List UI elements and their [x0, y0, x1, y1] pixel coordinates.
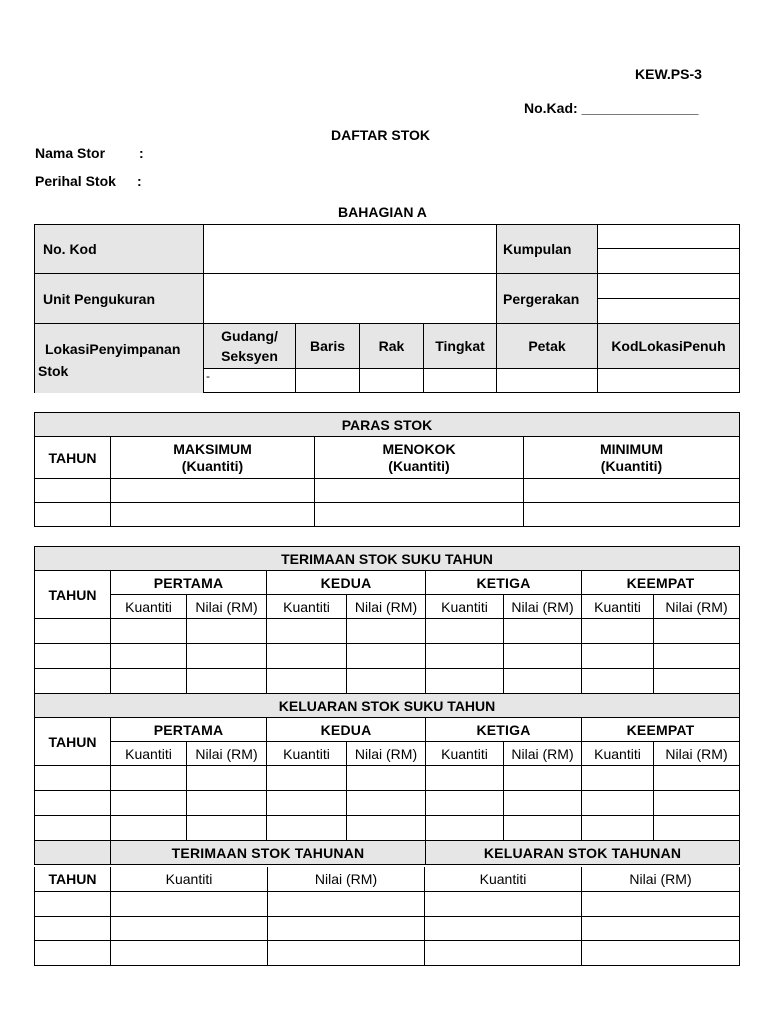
- cell[interactable]: [582, 940, 740, 965]
- issue-q2: KEDUA: [267, 718, 426, 742]
- cell[interactable]: [654, 816, 740, 841]
- table-row: [35, 816, 740, 841]
- col-reorder: [315, 437, 524, 479]
- cell[interactable]: [315, 479, 524, 503]
- col-minimum-label: MINIMUM: [600, 440, 663, 457]
- col-maximum: [111, 437, 315, 479]
- stock-level-title: PARAS STOK: [35, 413, 740, 437]
- table-row: [35, 503, 740, 527]
- receipt-q4-value: Nilai (RM): [654, 595, 740, 619]
- cell[interactable]: [582, 791, 654, 816]
- receipt-q1-value: Nilai (RM): [187, 595, 267, 619]
- cell[interactable]: [426, 791, 504, 816]
- compartment-value[interactable]: [497, 369, 598, 393]
- issue-q4: KEEMPAT: [582, 718, 740, 742]
- table-row: [35, 644, 740, 669]
- cell[interactable]: [654, 619, 740, 644]
- cell[interactable]: [347, 644, 426, 669]
- cell[interactable]: [582, 619, 654, 644]
- form-code: KEW.PS-3: [635, 66, 702, 82]
- cell[interactable]: [111, 916, 268, 940]
- col-compartment: Petak: [497, 324, 598, 369]
- warehouse-value[interactable]: -: [204, 369, 296, 393]
- movement-label: Pergerakan: [497, 274, 598, 324]
- annual-issue-title: KELUARAN STOK TAHUNAN: [426, 841, 740, 865]
- receipt-q3-qty: Kuantiti: [426, 595, 504, 619]
- table-row: [35, 891, 740, 916]
- cell[interactable]: [268, 916, 425, 940]
- cell[interactable]: [111, 644, 187, 669]
- issue-q4-qty: Kuantiti: [582, 742, 654, 766]
- row-value[interactable]: [296, 369, 360, 393]
- quarterly-receipt-year: TAHUN: [35, 571, 111, 619]
- rack-value[interactable]: [360, 369, 424, 393]
- stock-subject-label: Perihal Stok: [35, 173, 116, 189]
- cell[interactable]: [111, 479, 315, 503]
- issue-q4-value: Nilai (RM): [654, 742, 740, 766]
- cell[interactable]: [268, 891, 425, 916]
- cell[interactable]: [187, 766, 267, 791]
- cell[interactable]: [347, 669, 426, 694]
- cell[interactable]: [347, 619, 426, 644]
- cell[interactable]: [347, 816, 426, 841]
- card-number: [524, 100, 698, 116]
- cell[interactable]: [425, 940, 582, 965]
- cell[interactable]: [187, 619, 267, 644]
- annual-receipt-title: TERIMAAN STOK TAHUNAN: [111, 841, 426, 865]
- col-rack: Rak: [360, 324, 424, 369]
- cell[interactable]: [426, 644, 504, 669]
- card-number-label: No.Kad:: [524, 100, 578, 116]
- cell[interactable]: [654, 791, 740, 816]
- receipt-q1: PERTAMA: [111, 571, 267, 595]
- movement-field-2[interactable]: [598, 299, 740, 324]
- issue-q1: PERTAMA: [111, 718, 267, 742]
- cell[interactable]: [524, 503, 740, 527]
- cell[interactable]: [35, 644, 111, 669]
- annual-receipt-qty: Kuantiti: [111, 867, 268, 891]
- receipt-q4-qty: Kuantiti: [582, 595, 654, 619]
- cell[interactable]: [267, 644, 347, 669]
- col-warehouse: [204, 324, 296, 369]
- col-level: Tingkat: [424, 324, 497, 369]
- cell[interactable]: [504, 766, 582, 791]
- issue-q2-value: Nilai (RM): [347, 742, 426, 766]
- col-warehouse-line1: Gudang/: [221, 328, 278, 344]
- cell[interactable]: [582, 816, 654, 841]
- cell[interactable]: [187, 791, 267, 816]
- code-label: No. Kod: [35, 225, 204, 274]
- stock-level-table: [34, 412, 740, 527]
- receipt-q2-value: Nilai (RM): [347, 595, 426, 619]
- cell[interactable]: [187, 816, 267, 841]
- receipt-q3: KETIGA: [426, 571, 582, 595]
- cell[interactable]: [267, 816, 347, 841]
- location-label: [35, 324, 204, 393]
- cell[interactable]: [35, 503, 111, 527]
- issue-q3-qty: Kuantiti: [426, 742, 504, 766]
- annual-receipt-value: Nilai (RM): [268, 867, 425, 891]
- issue-q1-value: Nilai (RM): [187, 742, 267, 766]
- annual-issue-qty: Kuantiti: [425, 867, 582, 891]
- annual-blank-header: [35, 841, 111, 865]
- cell[interactable]: [347, 791, 426, 816]
- movement-field-1[interactable]: [598, 274, 740, 299]
- cell[interactable]: [582, 891, 740, 916]
- unit-field[interactable]: [204, 274, 497, 324]
- cell[interactable]: [35, 479, 111, 503]
- section-a-title: BAHAGIAN A: [338, 204, 427, 220]
- cell[interactable]: [35, 619, 111, 644]
- table-row: [35, 916, 740, 940]
- cell[interactable]: [504, 816, 582, 841]
- location-label-line1: LokasiPenyimpanan: [45, 341, 181, 357]
- col-full-code: KodLokasiPenuh: [598, 324, 740, 369]
- annual-issue-value: Nilai (RM): [582, 867, 740, 891]
- group-field-2[interactable]: [598, 249, 740, 274]
- cell[interactable]: [35, 816, 111, 841]
- issue-q1-qty: Kuantiti: [111, 742, 187, 766]
- table-row: [35, 669, 740, 694]
- table-row: [35, 940, 740, 965]
- quarterly-receipt-title: TERIMAAN STOK SUKU TAHUN: [35, 547, 740, 571]
- cell[interactable]: [347, 766, 426, 791]
- col-maximum-label: MAKSIMUM: [173, 440, 252, 457]
- cell[interactable]: [111, 766, 187, 791]
- col-reorder-note: (Kuantiti): [388, 457, 450, 474]
- receipt-q2-qty: Kuantiti: [267, 595, 347, 619]
- cell[interactable]: [267, 766, 347, 791]
- group-field-1[interactable]: [598, 225, 740, 249]
- issue-q3-value: Nilai (RM): [504, 742, 582, 766]
- table-row: [35, 479, 740, 503]
- quarterly-issue-title: KELUARAN STOK SUKU TAHUN: [35, 694, 740, 718]
- quarterly-issue-year: TAHUN: [35, 718, 111, 766]
- cell[interactable]: [504, 644, 582, 669]
- cell[interactable]: [582, 669, 654, 694]
- cell[interactable]: [426, 619, 504, 644]
- cell[interactable]: [111, 940, 268, 965]
- code-field[interactable]: [204, 225, 497, 274]
- col-row: Baris: [296, 324, 360, 369]
- cell[interactable]: [654, 766, 740, 791]
- annual-table: [34, 867, 740, 966]
- page-title: DAFTAR STOK: [331, 127, 431, 143]
- quarterly-annual-table: [34, 546, 740, 865]
- col-warehouse-line2: Seksyen: [221, 348, 278, 364]
- store-name-label: Nama Stor: [35, 145, 106, 161]
- cell[interactable]: [111, 619, 187, 644]
- receipt-q4: KEEMPAT: [582, 571, 740, 595]
- unit-label: Unit Pengukuran: [35, 274, 204, 324]
- issue-q2-qty: Kuantiti: [267, 742, 347, 766]
- level-value[interactable]: [424, 369, 497, 393]
- cell[interactable]: [268, 940, 425, 965]
- cell[interactable]: [425, 916, 582, 940]
- col-maximum-note: (Kuantiti): [181, 457, 244, 474]
- annual-year: TAHUN: [35, 867, 111, 891]
- cell[interactable]: [267, 669, 347, 694]
- cell[interactable]: [654, 669, 740, 694]
- group-label: Kumpulan: [497, 225, 598, 274]
- stock-level-year: TAHUN: [35, 437, 111, 479]
- receipt-q2: KEDUA: [267, 571, 426, 595]
- cell[interactable]: [426, 816, 504, 841]
- receipt-q3-value: Nilai (RM): [504, 595, 582, 619]
- cell[interactable]: [654, 644, 740, 669]
- col-reorder-label: MENOKOK: [382, 440, 456, 457]
- cell[interactable]: [187, 644, 267, 669]
- full-code-value[interactable]: [598, 369, 740, 393]
- cell[interactable]: [111, 503, 315, 527]
- cell[interactable]: [35, 916, 111, 940]
- table-row: [35, 791, 740, 816]
- table-row: [35, 619, 740, 644]
- cell[interactable]: [426, 669, 504, 694]
- cell[interactable]: [35, 791, 111, 816]
- issue-q3: KETIGA: [426, 718, 582, 742]
- cell[interactable]: [111, 816, 187, 841]
- cell[interactable]: [35, 766, 111, 791]
- cell[interactable]: [111, 791, 187, 816]
- cell[interactable]: [504, 669, 582, 694]
- cell[interactable]: [315, 503, 524, 527]
- cell[interactable]: [35, 940, 111, 965]
- receipt-q1-qty: Kuantiti: [111, 595, 187, 619]
- col-minimum: [524, 437, 740, 479]
- cell[interactable]: [582, 916, 740, 940]
- table-row: [35, 766, 740, 791]
- section-a-table: [34, 224, 740, 393]
- cell[interactable]: [111, 669, 187, 694]
- col-minimum-note: (Kuantiti): [600, 457, 663, 474]
- cell[interactable]: [35, 669, 111, 694]
- stock-subject-colon: :: [137, 173, 142, 189]
- cell[interactable]: [582, 766, 654, 791]
- cell[interactable]: [35, 891, 111, 916]
- cell[interactable]: [582, 644, 654, 669]
- store-name-colon: :: [139, 145, 144, 161]
- location-label-line2: Stok: [38, 363, 69, 379]
- cell[interactable]: [267, 791, 347, 816]
- cell[interactable]: [425, 891, 582, 916]
- cell[interactable]: [111, 891, 268, 916]
- card-number-line[interactable]: _______________: [581, 100, 699, 116]
- cell[interactable]: [524, 479, 740, 503]
- cell[interactable]: [187, 669, 267, 694]
- cell[interactable]: [504, 791, 582, 816]
- cell[interactable]: [267, 619, 347, 644]
- cell[interactable]: [426, 766, 504, 791]
- cell[interactable]: [504, 619, 582, 644]
